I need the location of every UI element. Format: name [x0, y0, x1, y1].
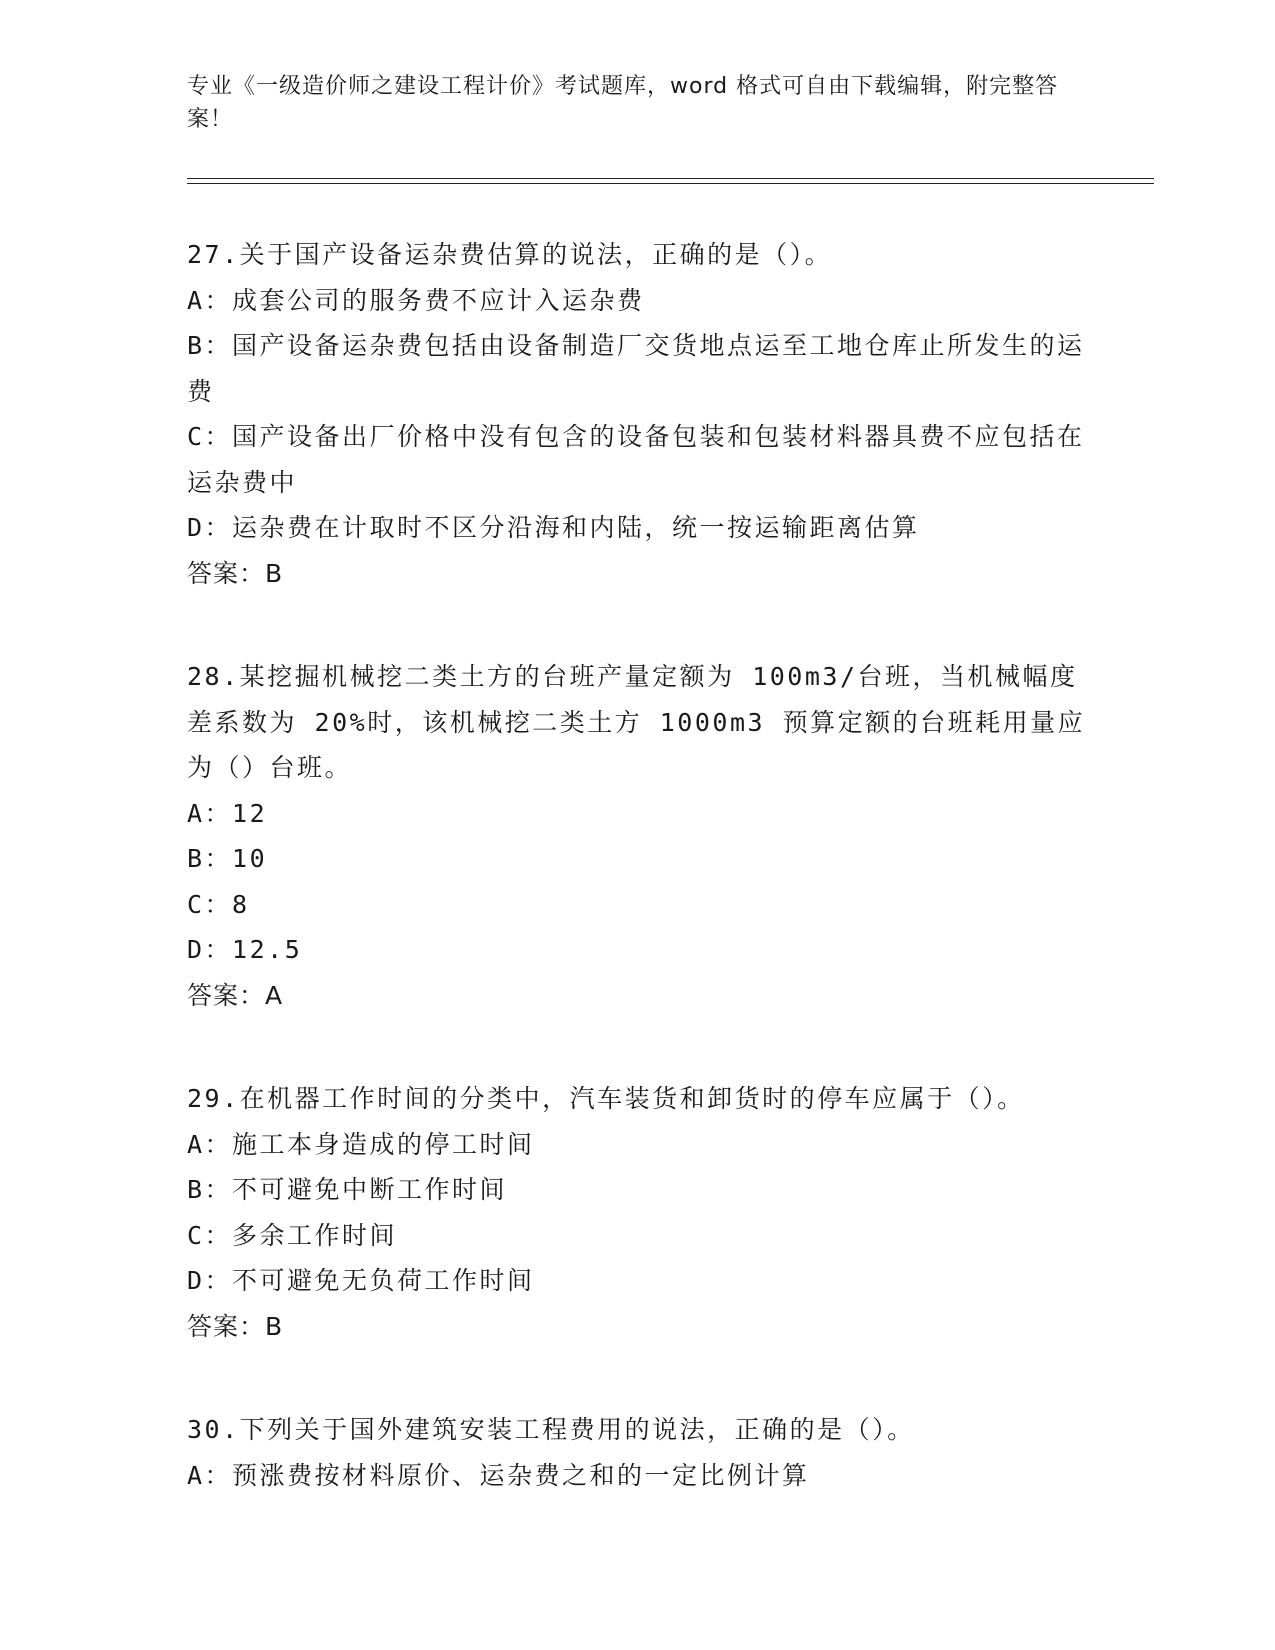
question-29 [187, 1076, 1087, 1349]
question-stem: 29.在机器工作时间的分类中，汽车装货和卸货时的停车应属于（）。 [187, 1084, 1025, 1113]
question-stem: 27.关于国产设备运杂费估算的说法，正确的是（）。 [187, 240, 833, 269]
answer-line: 答案：A [187, 980, 284, 1010]
option-d: D：不可避免无负荷工作时间 [187, 1266, 535, 1295]
question-stem: 28.某挖掘机械挖二类土方的台班产量定额为 100m3/台班，当机械幅度差系数为 20%时，该机械挖二类土方 1000m3 预算定额的台班耗用量应为（）台班。 [187, 662, 1086, 782]
question-30 [187, 1407, 1087, 1498]
option-a: A：施工本身造成的停工时间 [187, 1129, 535, 1159]
option-b: B：不可避免中断工作时间 [187, 1175, 508, 1204]
option-a: A：12 [187, 798, 268, 828]
option-d: D：运杂费在计取时不区分沿海和内陆，统一按运输距离估算 [187, 513, 920, 542]
question-list [187, 232, 1087, 1556]
option-c: C：国产设备出厂价格中没有包含的设备包装和包装材料器具费不应包括在运杂费中 [187, 422, 1085, 497]
option-b: B：国产设备运杂费包括由设备制造厂交货地点运至工地仓库止所发生的运费 [187, 331, 1085, 406]
option-c: C：多余工作时间 [187, 1220, 398, 1250]
answer-line: 答案：B [187, 1311, 284, 1341]
option-c: C：8 [187, 889, 250, 919]
answer-line: 答案：B [187, 558, 284, 588]
question-28 [187, 654, 1087, 1018]
header-divider-top [187, 178, 1154, 179]
option-b: B：10 [187, 844, 268, 873]
header-divider-bottom [187, 183, 1154, 184]
option-a: A：成套公司的服务费不应计入运杂费 [187, 285, 645, 315]
option-a: A：预涨费按材料原价、运杂费之和的一定比例计算 [187, 1460, 810, 1490]
document-header-text: 专业《一级造价师之建设工程计价》考试题库，word 格式可自由下载编辑，附完整答案！ [187, 74, 1059, 132]
option-d: D：12.5 [187, 935, 303, 964]
question-stem: 30.下列关于国外建筑安装工程费用的说法，正确的是（）。 [187, 1415, 915, 1444]
question-27 [187, 232, 1087, 596]
